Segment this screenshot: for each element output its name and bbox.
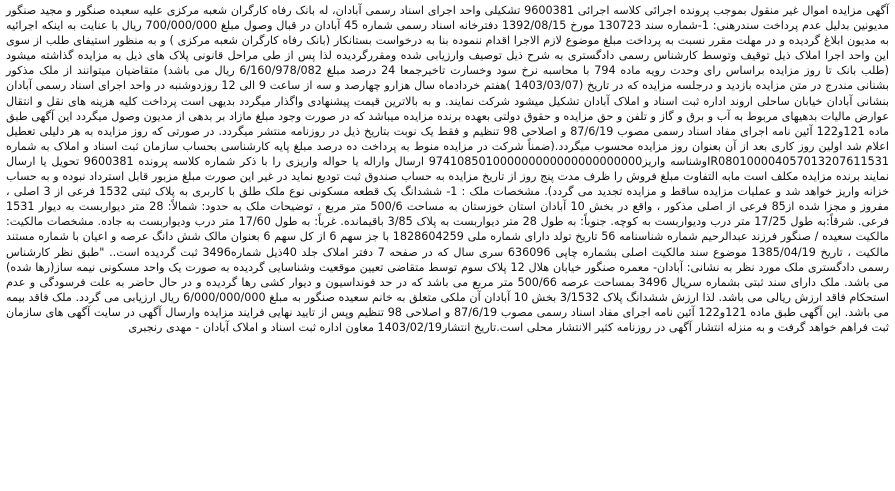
auction-notice-text: آگهی مزایده اموال غیر منقول بموجب پرونده اجرائی کلاسه اجرائی 9600381 تشکیلی واحد اجرای اسناد رسمی آبادان، له بانک رفاه کارگران شعبه مرکزی علیه سعیده صنگور و مجید صنگور مدیونین بدلیل عدم پرداخت سندرهنی: 1-شماره سند 130723 مورخ 1392/08/15 دفترخانه اسناد رسمی شماره 45 آبادان در قبال وصول مبلغ 700/000/000 ریال با عنایت به اینکه اجرائیه به مدیون ابلاغ گردیده و در مهلت مقرر نسبت به پرداخت مبلغ موضوع لازم الاجرا اقدام ننموده بنا به درخواست بستانکار (بانک رفاه کارگران شعبه مرکزی ) و به منظور استیفای طلب از سوی این واحد اجرا املاک ذیل توقیف وتوسط کارشناس رسمی دادگستری به شرح ذیل توصیف وارزیابی شده ومقررگردیده لذا پس از طی مراحل قانونی پلاک های ذیل به مزایده گذاشته میشود (طلب بانک تا روز مزایده براساس رای وحدت رویه ماده 794 با محاسبه نرخ سود وخسارت تاخیرجمعا 24 درصد مبلغ 6/160/978/082 ریال می باشد) متقاضیان میتوانند از ملک مذکور بشنانی مندرج در متن مزایده بازدید و درجلسه مزایده که در تاریخ (1403/03/07 )هفتم خردادماه سال هزارو چهارصد و سه از ساعت 9 الی 12 روزدوشنبه در واحد اجرای اسناد رسمی آبادان بنشانی آبادان خیابان ساحلی اروند اداره ثبت اسناد و املاک آبادان تشکیل میشود شرکت نمایند. و به بالاترین قیمت پیشنهادی واگذار میگردد بدیهی است پرداخت کلیه هزینه های نقل و انتقال عوارض مالیات بدهیهای مربوط به آب و برق و گاز و تلفن و حق مزایده و حقوق دولتی بعهده برنده مزایده میباشد که در صورت وجود مبلغ مازاد بر بدهی از مدیون وصول میگردد این آگهی طبق ماده 121و122 آئین نامه اجرای مفاد اسناد رسمی مصوب 87/6/19 و اصلاحی 98 تنظیم و فقط یک نوبت بتاریخ ذیل در روزنامه منتشر میگردد. در صورتی که روز مزایده به هر دلیلی تعطیل اعلام شد اولین روز کاری بعد از آن بعنوان روز مزایده محسوب میگردد.(ضمناً شرکت در مزایده منوط به پرداخت ده درصد مبلغ پایه کارشناسی بحساب سازمان ثبت اسناد و املاک به شماره IR080100004057013207611531وشناسه واریز974108501000000000000000000000 ارسال واراله یا حواله واریزی را با ذکر شماره کلاسه پرونده 9600381 تحویل یا ارسال نمایند برنده مزایده مکلف است مابه التفاوت مبلغ فروش را ظرف مدت پنج روز از تاریخ مزایده به حساب صندوق ثبت تودیع نماید در غیر این صورت مبلغ مزبور قابل استرداد نبوده و به حساب خزانه واریز خواهد شد و عملیات مزایده ساقط و مزایده تجدید می گردد). مشخصات ملک : 1- ششدانگ یک قطعه مسکونی نوع ملک طلق با کاربری به پلاک ثبتی 1532 فرعی از 3 اصلی ، مفروز و مجزا شده از85 فرعی از اصلی مذکور ، واقع در بخش 10 آبادان استان خوزستان به مساحت 500/6 متر مربع ، توضیحات ملک به حدود: شمالاً: 28 متر دیواربست به دیوار 1531 فرعی. شرقاً:به طول 17/25 متر درب ودیواربست به کوچه. جنوباً: به طول 28 متر دیواربست به پلاک 3/85 باقیمانده. غرباً: به طول 17/60 متر درب ودیواربست به جاده. مشخصات مالکیت: مالکیت سعیده / صنگور فرزند عبدالرحیم شماره شناسنامه 56 تاریخ تولد دارای شماره ملی 1828604259 با جز سهم 6 از کل سهم 6 بعنوان مالک شش دانگ عرصه و اعیان با شماره مستند مالکیت ، تاریخ 1385/04/19 موضوع سند مالکیت اصلی بشماره چاپی 636096 سری سال که در صفحه 7 دفتر املاک جلد 40ذیل شماره3496 ثبت گردیده است.. "طبق نظر کارشناس رسمی دادگستری ملک مورد نظر به نشانی: آبادان- معمره صنگور خیابان هلال 12 پلاک سوم توسط متقاضی تعیین موقعیت وشناسایی گردیده به صورت یک واحد مسکونی نیمه ساز(رها شده) می باشد. ملک دارای سند ثبتی بشماره سریال 3496 بمساحت عرصه 500/66 متر مربع می باشد که در حد فونداسیون و دیوار کشی رها گردیده و در حال حاضر به علت فرسودگی و عدم استحکام فاقد ارزش ریالی می باشد. لذا ارزش ششدانگ پلاک 3/1532 بخش 10 آبادان آن ملکی متعلق به خانم سعیده صنگور به مبلغ 6/000/000/000 ریال ارزیابی می گردد. ملک فاقد بیمه می باشد. این آگهی طبق ماده 121و122 آئین نامه اجرای مفاد اسناد رسمی مصوب 87/6/19 و اصلاحی 98 تنظیم وپس از تایید نهایی فرایند مزایده وارسال آگهی در سایت آگهی های سازمان ثبت فراهم خواهد گرفت و به منزله انتشار آگهی در روزنامه کثیر الانتشار محلی است.تاریخ انتشار1403/02/19 معاون اداره ثبت اسناد و املاک آبادان - مهدی رنجبری (6, 4, 890, 334)
